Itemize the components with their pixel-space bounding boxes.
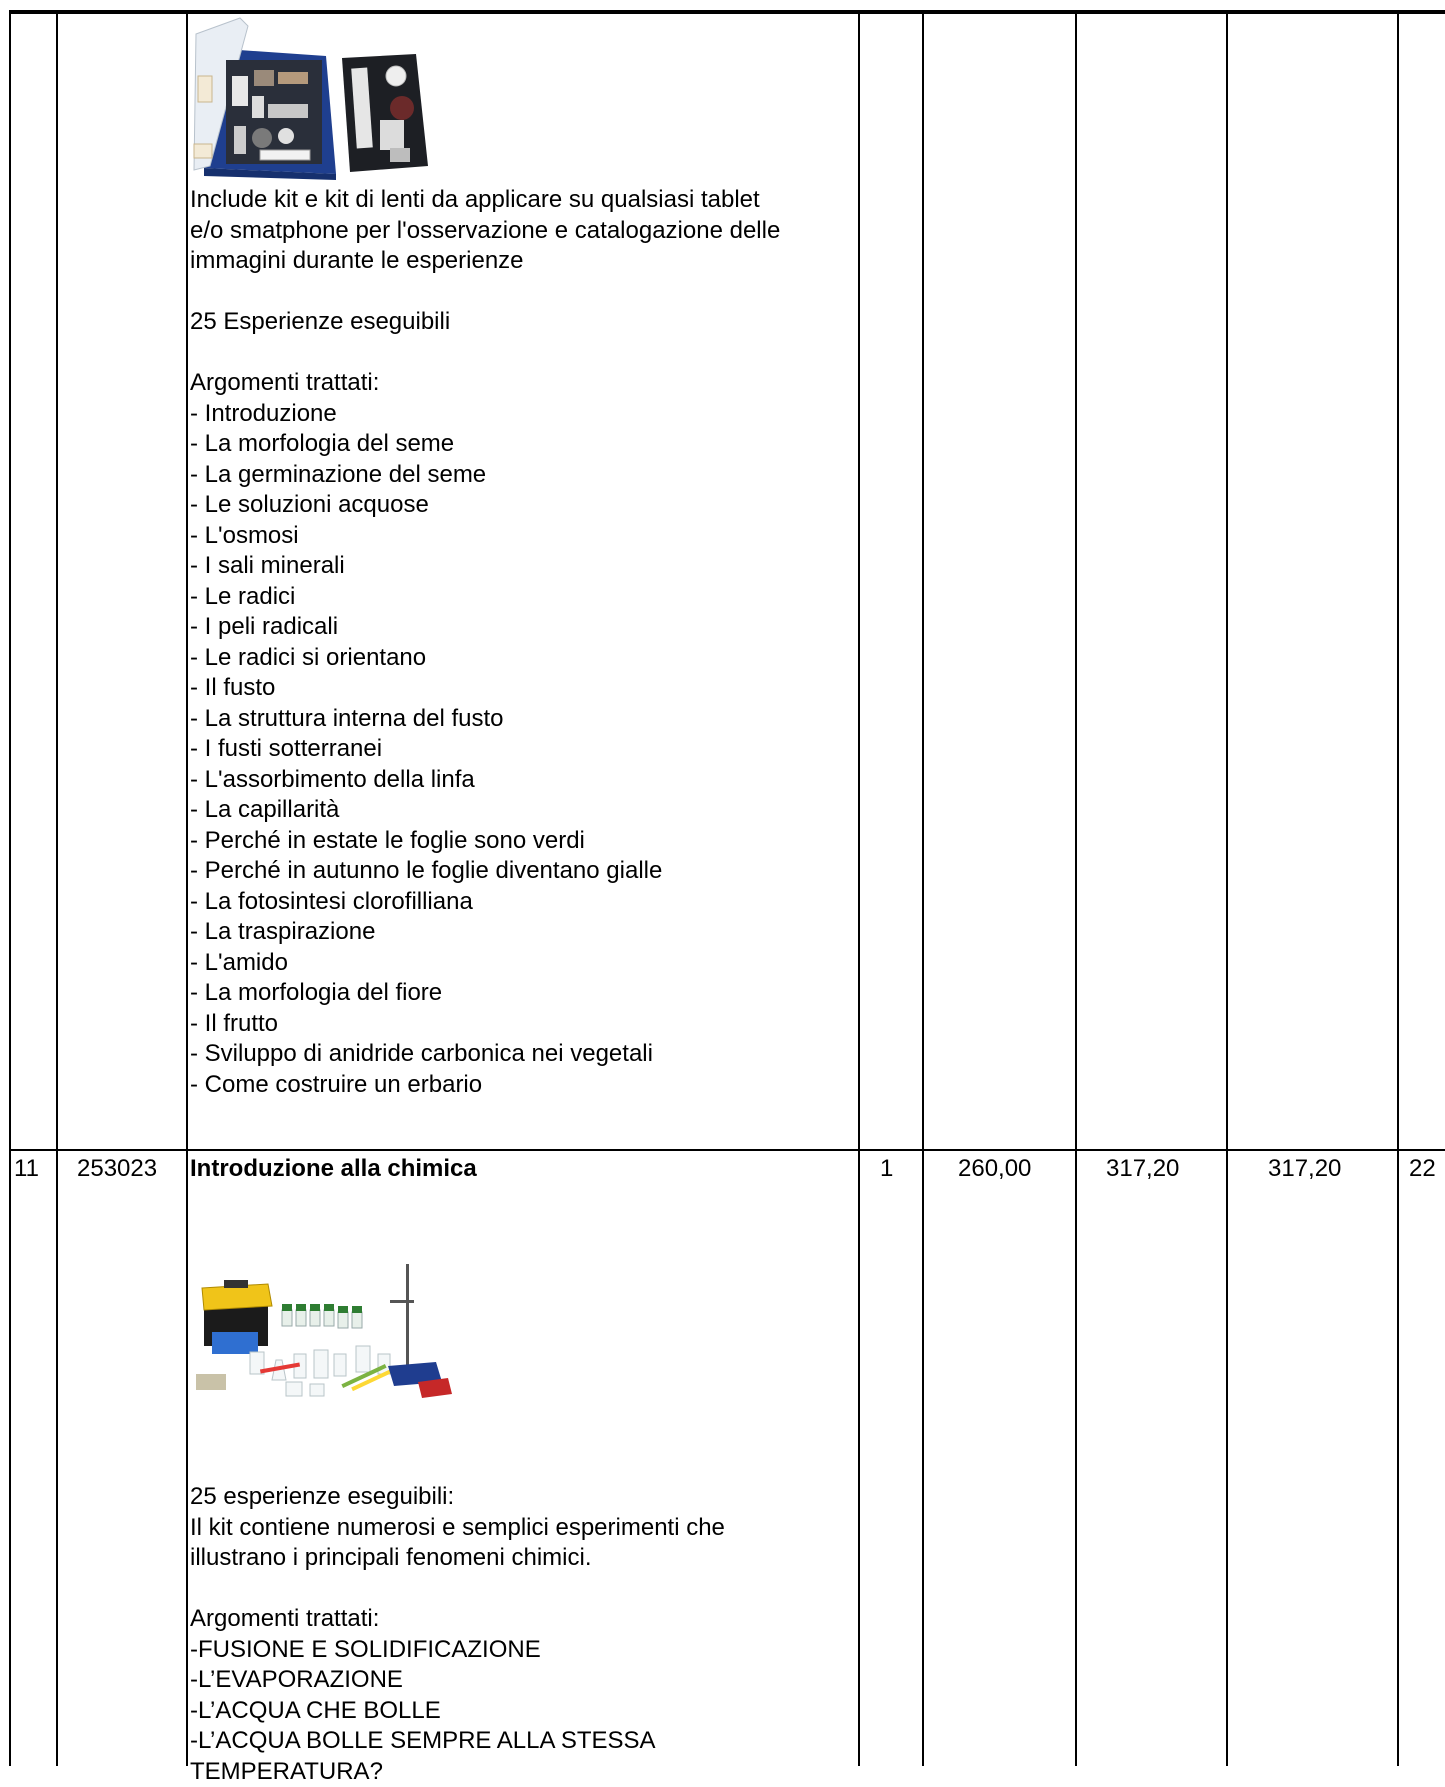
col-border-7 xyxy=(1226,10,1228,1766)
total-price: 317,20 xyxy=(1268,1154,1341,1185)
vat-rate: 22 xyxy=(1409,1154,1436,1185)
description-line: immagini durante le esperienze xyxy=(190,246,780,277)
description-line: Argomenti trattati: xyxy=(190,1604,725,1635)
description-line: -FUSIONE E SOLIDIFICAZIONE xyxy=(190,1635,725,1666)
description-line: - Perché in estate le foglie sono verdi xyxy=(190,826,780,857)
description-line: TEMPERATURA? xyxy=(190,1757,725,1787)
row-11-description xyxy=(190,1482,725,1787)
quantity: 1 xyxy=(880,1154,893,1185)
description-line: 25 Esperienze eseguibili xyxy=(190,307,780,338)
description-line: - L'amido xyxy=(190,948,780,979)
description-line: - La morfologia del seme xyxy=(190,429,780,460)
col-border-5 xyxy=(922,10,924,1766)
botany-kit-image xyxy=(190,16,450,180)
col-border-3 xyxy=(186,10,188,1766)
description-line: - Le radici xyxy=(190,582,780,613)
description-line: - Introduzione xyxy=(190,399,780,430)
description-line: Argomenti trattati: xyxy=(190,368,780,399)
description-line: - Perché in autunno le foglie diventano gialle xyxy=(190,856,780,887)
description-line: - La fotosintesi clorofilliana xyxy=(190,887,780,918)
description-line: - La germinazione del seme xyxy=(190,460,780,491)
description-line: - Come costruire un erbario xyxy=(190,1070,780,1101)
col-border-6 xyxy=(1075,10,1077,1766)
description-line: Include kit e kit di lenti da applicare su qualsiasi tablet xyxy=(190,185,780,216)
col-border-4 xyxy=(858,10,860,1766)
description-line: -L’ACQUA CHE BOLLE xyxy=(190,1696,725,1727)
row-divider xyxy=(9,1149,1445,1151)
description-line: 25 esperienze eseguibili: xyxy=(190,1482,725,1513)
col-border-8 xyxy=(1397,10,1399,1766)
unit-price-vat: 317,20 xyxy=(1106,1154,1179,1185)
description-line: - La struttura interna del fusto xyxy=(190,704,780,735)
description-line: - Sviluppo di anidride carbonica nei vegetali xyxy=(190,1039,780,1070)
description-line xyxy=(190,1574,725,1605)
description-line xyxy=(190,338,780,369)
product-code: 253023 xyxy=(77,1154,157,1185)
description-line: e/o smatphone per l'osservazione e catalogazione delle xyxy=(190,216,780,247)
row-prev-description xyxy=(190,185,780,1100)
description-line: -L’EVAPORAZIONE xyxy=(190,1665,725,1696)
description-line: - Le soluzioni acquose xyxy=(190,490,780,521)
description-line: - La traspirazione xyxy=(190,917,780,948)
description-line: - La capillarità xyxy=(190,795,780,826)
row-number: 11 xyxy=(14,1154,39,1185)
description-line: - I fusti sotterranei xyxy=(190,734,780,765)
description-line: - L'osmosi xyxy=(190,521,780,552)
col-border-1 xyxy=(9,10,11,1766)
product-title: Introduzione alla chimica xyxy=(190,1154,477,1185)
description-line xyxy=(190,277,780,308)
chemistry-kit-image xyxy=(190,1254,470,1404)
description-line: - Il fusto xyxy=(190,673,780,704)
unit-price: 260,00 xyxy=(958,1154,1031,1185)
description-line: - L'assorbimento della linfa xyxy=(190,765,780,796)
col-border-2 xyxy=(56,10,58,1766)
description-line: -L’ACQUA BOLLE SEMPRE ALLA STESSA xyxy=(190,1726,725,1757)
description-line: - I peli radicali xyxy=(190,612,780,643)
description-line: - La morfologia del fiore xyxy=(190,978,780,1009)
description-line: - Il frutto xyxy=(190,1009,780,1040)
description-line: - I sali minerali xyxy=(190,551,780,582)
description-line: Il kit contiene numerosi e semplici esperimenti che xyxy=(190,1513,725,1544)
description-line: illustrano i principali fenomeni chimici. xyxy=(190,1543,725,1574)
table-top-border xyxy=(9,10,1445,14)
description-line: - Le radici si orientano xyxy=(190,643,780,674)
